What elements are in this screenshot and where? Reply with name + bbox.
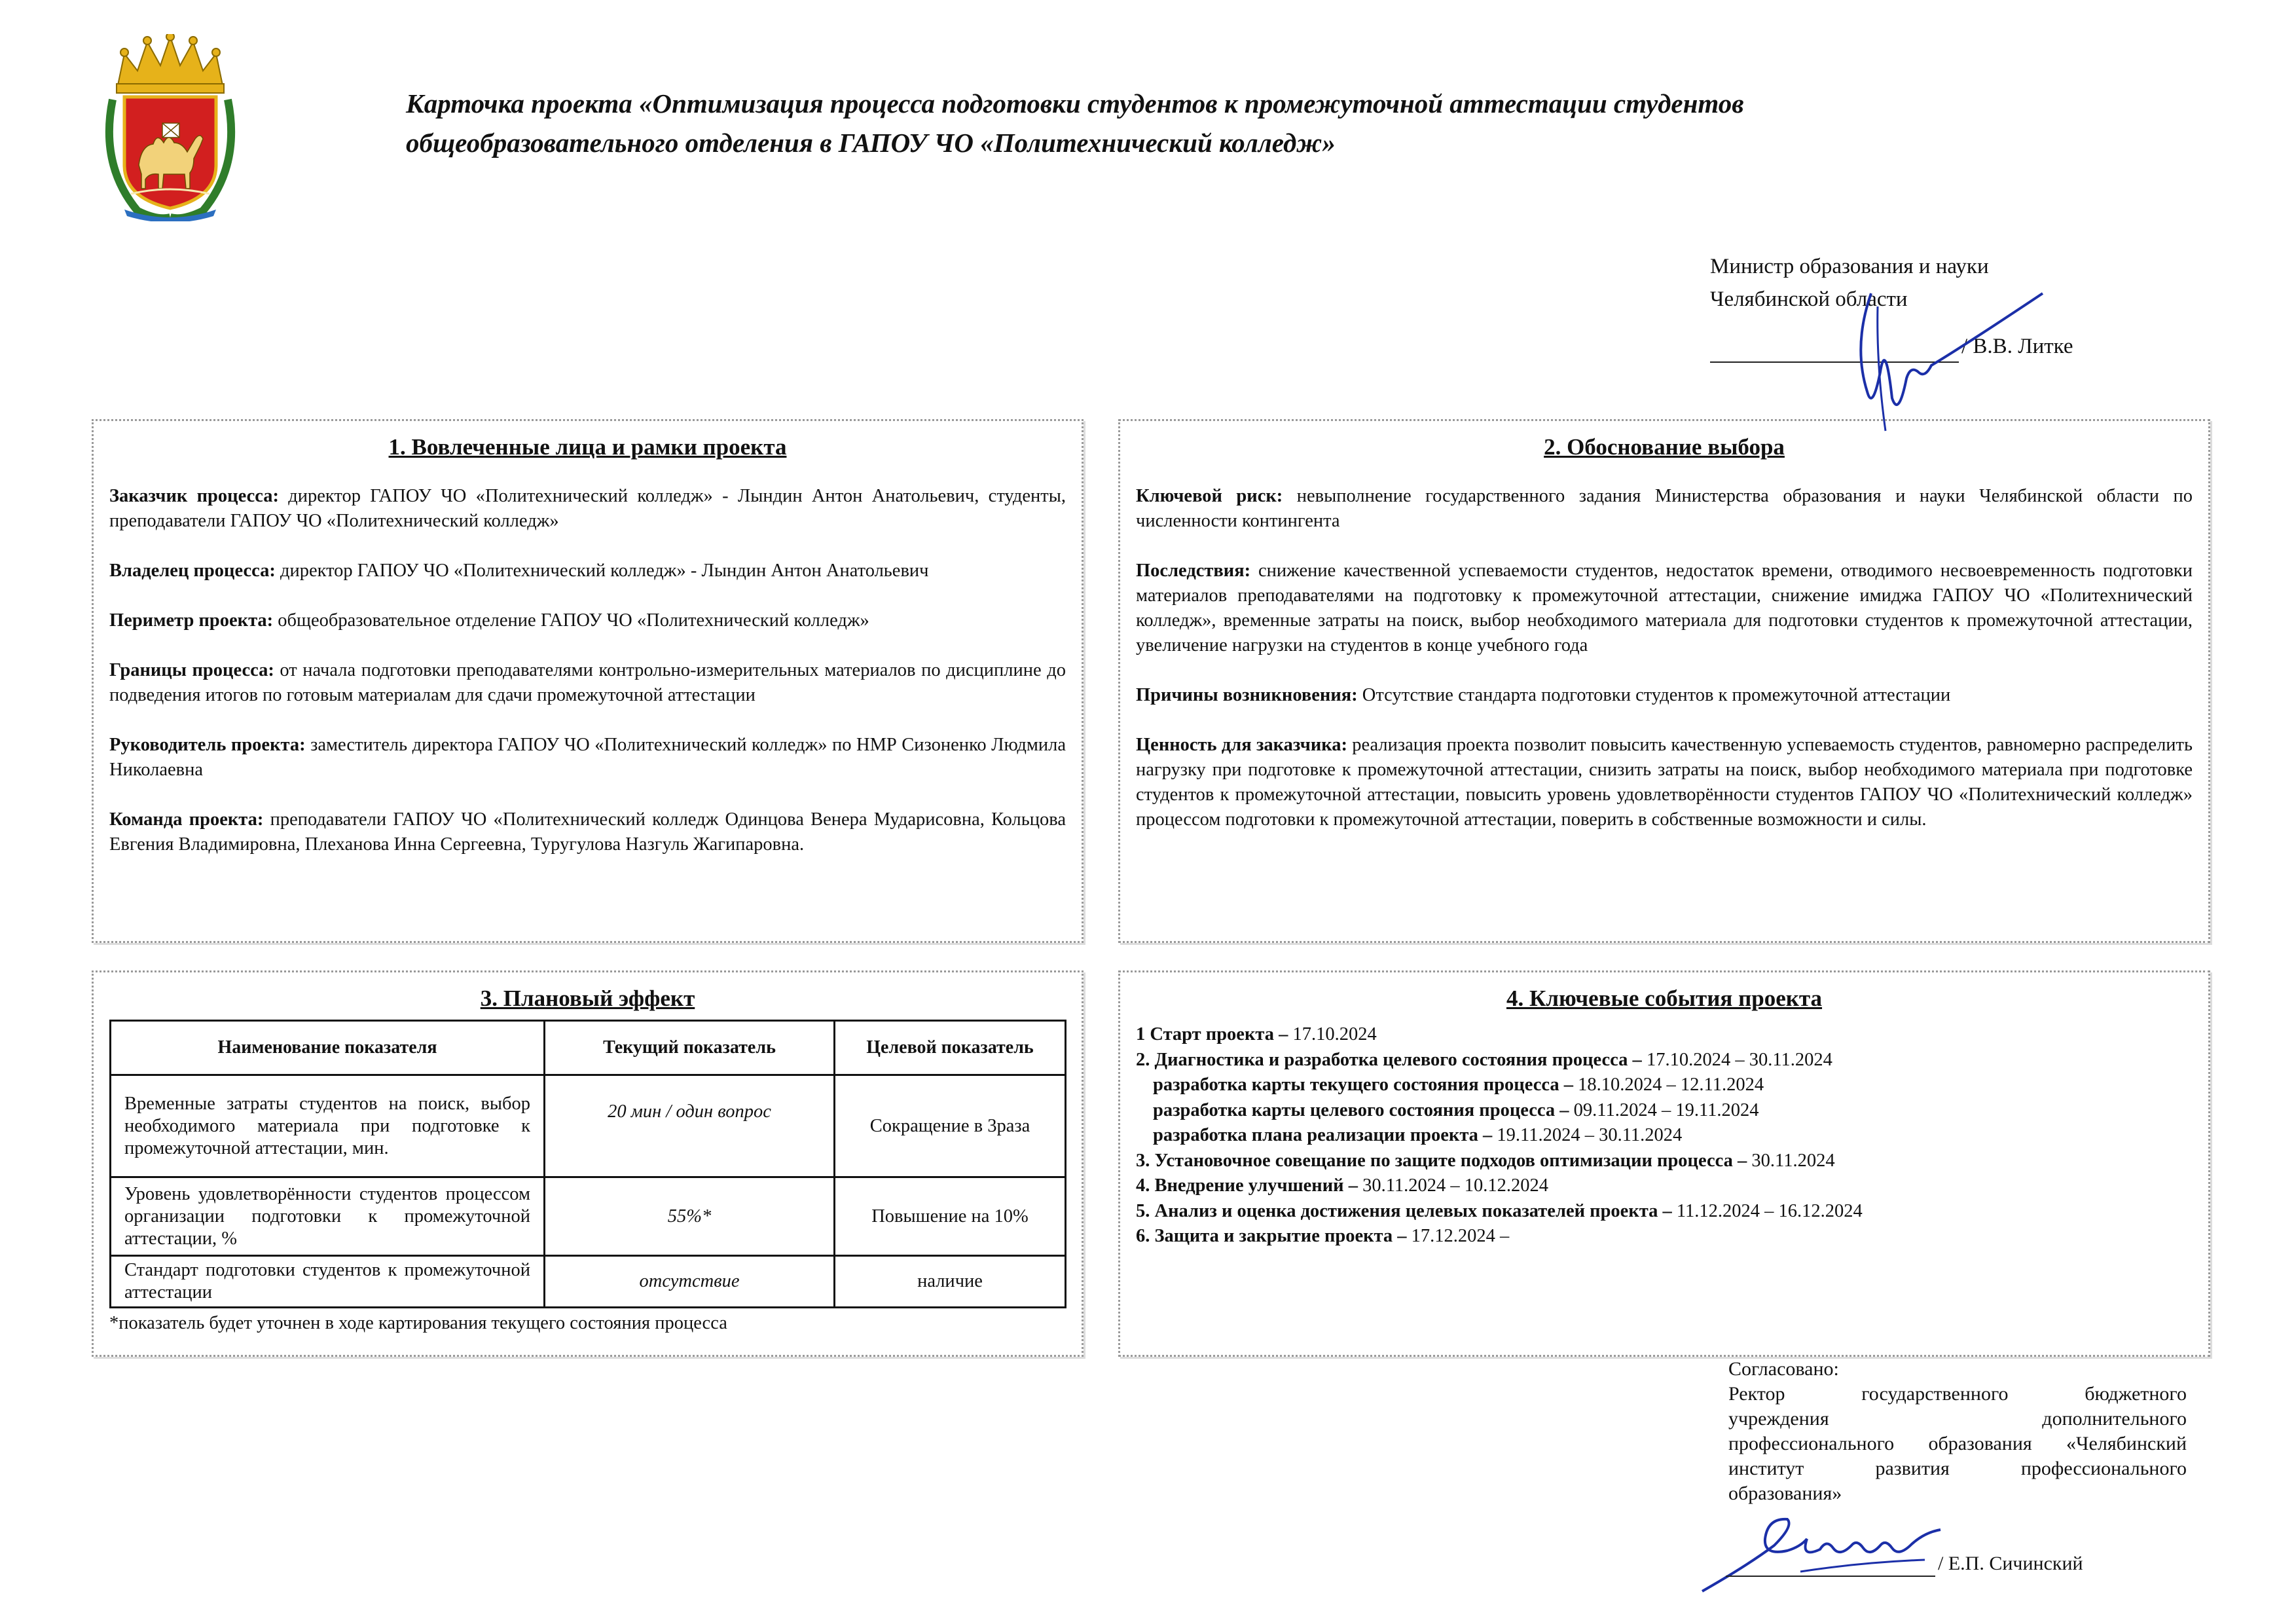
para-value <box>1136 733 2193 832</box>
cell-target-value: Повышение на 10% <box>835 1177 1066 1256</box>
para-customer <box>109 484 1066 534</box>
event-subitem <box>1136 1073 2193 1098</box>
para-text: заместитель директора ГАПОУ ЧО «Политехнический колледж» по НМР Сизоненко Людмила Николаевна <box>109 735 1066 780</box>
header-target-value: Целевой показатель <box>835 1021 1066 1075</box>
para-text: реализация проекта позволит повысить качественную успеваемость студентов, равномерно распределить нагрузку при подготовке к промежуточной аттестации, снизить затраты на поиск, выбор необходимого материала при подготовке студентов к промежуточной аттестации, повысить уровень удовлетворённости студентов ГАПОУ ЧО «Политехнический колледж» процессом подготовки к промежуточной аттестации, поверить в собственные возможности и силы. <box>1136 735 2193 830</box>
para-text: Отсутствие стандарта подготовки студентов к промежуточной аттестации <box>1357 685 1951 705</box>
para-label: Руководитель проекта: <box>109 735 306 755</box>
para-label: Периметр проекта: <box>109 610 274 631</box>
document-title <box>406 84 1977 162</box>
cell-indicator-name: Уровень удовлетворённости студентов процессом организации подготовки к промежуточной аттестации, % <box>111 1177 545 1256</box>
title-line-1: Карточка проекта «Оптимизация процесса подготовки студентов к промежуточной аттестации студентов <box>406 88 1744 119</box>
event-subitem <box>1136 1098 2193 1124</box>
para-text: директор ГАПОУ ЧО «Политехнический колледж» - Лындин Антон Анатольевич <box>275 561 929 581</box>
event-label: 1 Старт проекта – <box>1136 1024 1293 1044</box>
cell-current-value: 55%* <box>545 1177 835 1256</box>
event-date: 30.11.2024 – 10.12.2024 <box>1362 1175 1549 1196</box>
event-item <box>1136 1199 2193 1225</box>
table-row <box>111 1177 1066 1256</box>
section-1-title: 1. Вовлеченные лица и рамки проекта <box>388 434 787 460</box>
agreed-line: институт развития профессионального <box>1728 1458 2187 1479</box>
approval-position-2: Челябинской области <box>1710 287 1908 311</box>
rector-signature-icon <box>1696 1500 1944 1598</box>
event-date: 09.11.2024 – 19.11.2024 <box>1573 1099 1759 1120</box>
table-header-row <box>111 1021 1066 1075</box>
kpi-table <box>109 1020 1066 1308</box>
event-item <box>1136 1048 2193 1073</box>
para-text: преподаватели ГАПОУ ЧО «Политехнический колледж Одинцова Венера Мударисовна, Кольцова Евгения Владимировна, Плеханова Инна Сергеевна, Туругулова Назгуль Жагипаровна. <box>109 809 1066 855</box>
para-label: Границы процесса: <box>109 660 274 680</box>
event-label: 3. Установочное совещание по защите подходов оптимизации процесса – <box>1136 1150 1752 1171</box>
cell-current-value: отсутствие <box>545 1256 835 1308</box>
para-leader <box>109 733 1066 783</box>
cell-target-value: наличие <box>835 1256 1066 1308</box>
event-label: 6. Защита и закрытие проекта – <box>1136 1226 1412 1246</box>
event-label: разработка плана реализации проекта – <box>1153 1125 1497 1145</box>
para-text: снижение качественной успеваемости студентов, недостаток времени, отводимого несвоевременность подготовки материалов преподавателями на подготовку к промежуточной аттестации, снижение имиджа ГАПОУ ЧО «Политехнический колледж», временные затраты на поиск, выбор необходимого материала для подготовки студентов к промежуточной аттестации, увеличение нагрузки на студентов в конце учебного года <box>1136 561 2193 655</box>
agreed-heading: Согласовано: <box>1728 1358 1839 1380</box>
section-stakeholders <box>92 419 1084 943</box>
para-label: Причины возникновения: <box>1136 685 1358 705</box>
event-item <box>1136 1224 2193 1249</box>
para-key-risk <box>1136 484 2193 534</box>
table-row <box>111 1256 1066 1308</box>
para-label: Заказчик процесса: <box>109 486 279 506</box>
para-text: общеобразовательное отделение ГАПОУ ЧО «Политехнический колледж» <box>273 610 869 631</box>
cell-current-value: 20 мин / один вопрос <box>545 1075 835 1177</box>
event-item <box>1136 1022 2193 1048</box>
para-team <box>109 807 1066 857</box>
para-label: Команда проекта: <box>109 809 264 830</box>
para-label: Владелец процесса: <box>109 561 276 581</box>
para-boundaries <box>109 658 1066 708</box>
section-planned-effect <box>92 970 1084 1357</box>
event-label: разработка карты целевого состояния процесса – <box>1153 1099 1574 1120</box>
event-date: 30.11.2024 <box>1751 1150 1835 1171</box>
section-1-items <box>109 484 1066 857</box>
section-4-title: 4. Ключевые события проекта <box>1506 986 1823 1011</box>
signature-line <box>1726 1556 1935 1577</box>
approval-position-1: Министр образования и науки <box>1710 255 1989 278</box>
para-label: Ключевой риск: <box>1136 486 1283 506</box>
title-line-2: общеобразовательного отделения в ГАПОУ ЧО «Политехнический колледж» <box>406 128 1336 158</box>
para-text: директор ГАПОУ ЧО «Политехнический колледж» - Лындин Антон Анатольевич, студенты, преподаватели ГАПОУ ЧО «Политехнический колледж» <box>109 486 1066 531</box>
para-causes <box>1136 683 2193 708</box>
agreed-signature-row <box>1726 1551 2197 1577</box>
event-label: разработка карты текущего состояния процесса – <box>1153 1075 1578 1095</box>
agreed-line: учреждения дополнительного <box>1728 1408 2187 1430</box>
event-label: 5. Анализ и оценка достижения целевых показателей проекта – <box>1136 1200 1677 1221</box>
cell-indicator-name: Стандарт подготовки студентов к промежуточной аттестации <box>111 1256 545 1308</box>
event-item <box>1136 1149 2193 1174</box>
event-date: 18.10.2024 – 12.11.2024 <box>1578 1075 1764 1095</box>
event-label: 2. Диагностика и разработка целевого состояния процесса – <box>1136 1049 1647 1070</box>
approval-name: / В.В. Литке <box>1961 335 2073 358</box>
agreed-line: профессионального образования «Челябинский <box>1728 1433 2187 1454</box>
agreed-line: Ректор государственного бюджетного <box>1728 1383 2187 1405</box>
section-2-title: 2. Обоснование выбора <box>1544 434 1785 460</box>
section-key-events <box>1118 970 2210 1357</box>
para-text: от начала подготовки преподавателями контрольно-измерительных материалов по дисциплине до подведения итогов по готовым материалам для сдачи промежуточной аттестации <box>109 660 1066 705</box>
table-footnote: *показатель будет уточнен в ходе картирования текущего состояния процесса <box>109 1313 727 1333</box>
para-label: Последствия: <box>1136 561 1251 581</box>
section-justification <box>1118 419 2210 943</box>
chelyabinsk-coat-of-arms-icon <box>98 34 242 221</box>
header-indicator-name: Наименование показателя <box>111 1021 545 1075</box>
event-date: 17.10.2024 <box>1292 1024 1377 1044</box>
cell-target-value: Сокращение в 3раза <box>835 1075 1066 1177</box>
event-date: 17.10.2024 – 30.11.2024 <box>1646 1049 1832 1070</box>
para-perimeter <box>109 608 1066 633</box>
para-consequences <box>1136 559 2193 658</box>
agreed-name: / Е.П. Сичинский <box>1938 1553 2083 1574</box>
event-date: 11.12.2024 – 16.12.2024 <box>1676 1200 1863 1221</box>
cell-indicator-name: Временные затраты студентов на поиск, выбор необходимого материала при подготовке к промежуточной аттестации, мин. <box>111 1075 545 1177</box>
agreed-line: образования» <box>1728 1483 1842 1504</box>
para-owner <box>109 559 1066 583</box>
para-text: невыполнение государственного задания Министерства образования и науки Челябинской области по численности контингента <box>1136 486 2193 531</box>
event-date: 17.12.2024 – <box>1411 1226 1510 1246</box>
para-label: Ценность для заказчика: <box>1136 735 1348 755</box>
event-label: 4. Внедрение улучшений – <box>1136 1175 1363 1196</box>
table-row <box>111 1075 1066 1177</box>
event-item <box>1136 1173 2193 1199</box>
agreed-block <box>1728 1357 2187 1506</box>
event-date: 19.11.2024 – 30.11.2024 <box>1497 1125 1683 1145</box>
event-subitem <box>1136 1123 2193 1149</box>
header-current-value: Текущий показатель <box>545 1021 835 1075</box>
section-3-title: 3. Плановый эффект <box>480 986 695 1011</box>
